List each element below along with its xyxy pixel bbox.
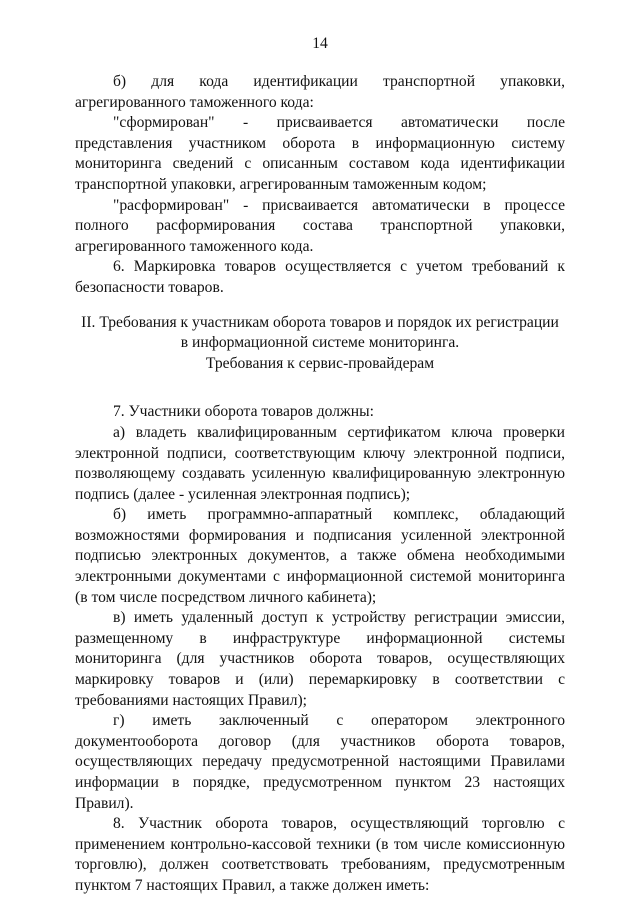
document-body [75,72,565,897]
paragraph-7a: а) владеть квалифицированным сертификатом ключа проверки электронной подписи, соответствующим ключу электронной подписи, позволяющему создавать усиленную квалифицированную электронную подпись (далее - усиленная электронная подпись); [75,423,565,503]
paragraph-6-marking: 6. Маркировка товаров осуществляется с учетом требований к безопасности товаров. [75,258,565,296]
paragraph-status-formed: "сформирован" - присваивается автоматически после представления участником оборота в информационную систему мониторинга сведений с описанным составом кода идентификации транспортной упаковки, агрегированным таможенным кодом; [75,114,565,193]
section-heading [75,313,565,375]
paragraph-7-intro: 7. Участники оборота товаров должны: [113,403,374,421]
paragraph-7b: б) иметь программно-аппаратный комплекс, обладающий возможностями формирования и подписания усиленной электронной подписью электронных документов, а также обмена необходимыми электронными документами с информационной системой мониторинга (в том числе посредством личного кабинета); [75,506,565,606]
section-heading-line-1: II. Требования к участникам оборота товаров и порядок их регистрации [81,313,559,331]
paragraph-7v: в) иметь удаленный доступ к устройству регистрации эмиссии, размещенному в инфраструктуре информационной системы мониторинга (для участников оборота товаров, осуществляющих маркировку товаров и (или) перемаркировку в соответствии с требованиями настоящих Правил); [75,609,565,709]
page-number: 14 [312,35,328,52]
section-heading-line-3: Требования к сервис-провайдерам [205,354,435,372]
paragraph-7g: г) иметь заключенный с оператором электронного документооборота договор (для участников оборота товаров, осуществляющих передачу предусмотренной настоящими Правилами информации в порядке, предусмотренном пунктом 23 настоящих Правил). [75,712,565,812]
paragraph-b-transport-code: б) для кода идентификации транспортной упаковки, агрегированного таможенного кода: [75,73,565,111]
paragraph-status-disbanded: "расформирован" - присваивается автоматически в процессе полного расформирования состава транспортной упаковки, агрегированного таможенного кода. [75,196,565,255]
section-heading-line-2: в информационной системе мониторинга. [180,334,460,352]
paragraph-8: 8. Участник оборота товаров, осуществляющий торговлю с применением контрольно-кассовой техники (в том числе комиссионную торговлю), должен соответствовать требованиям, предусмотренным пунктом 7 настоящих Правил, а также должен иметь: [75,815,565,894]
